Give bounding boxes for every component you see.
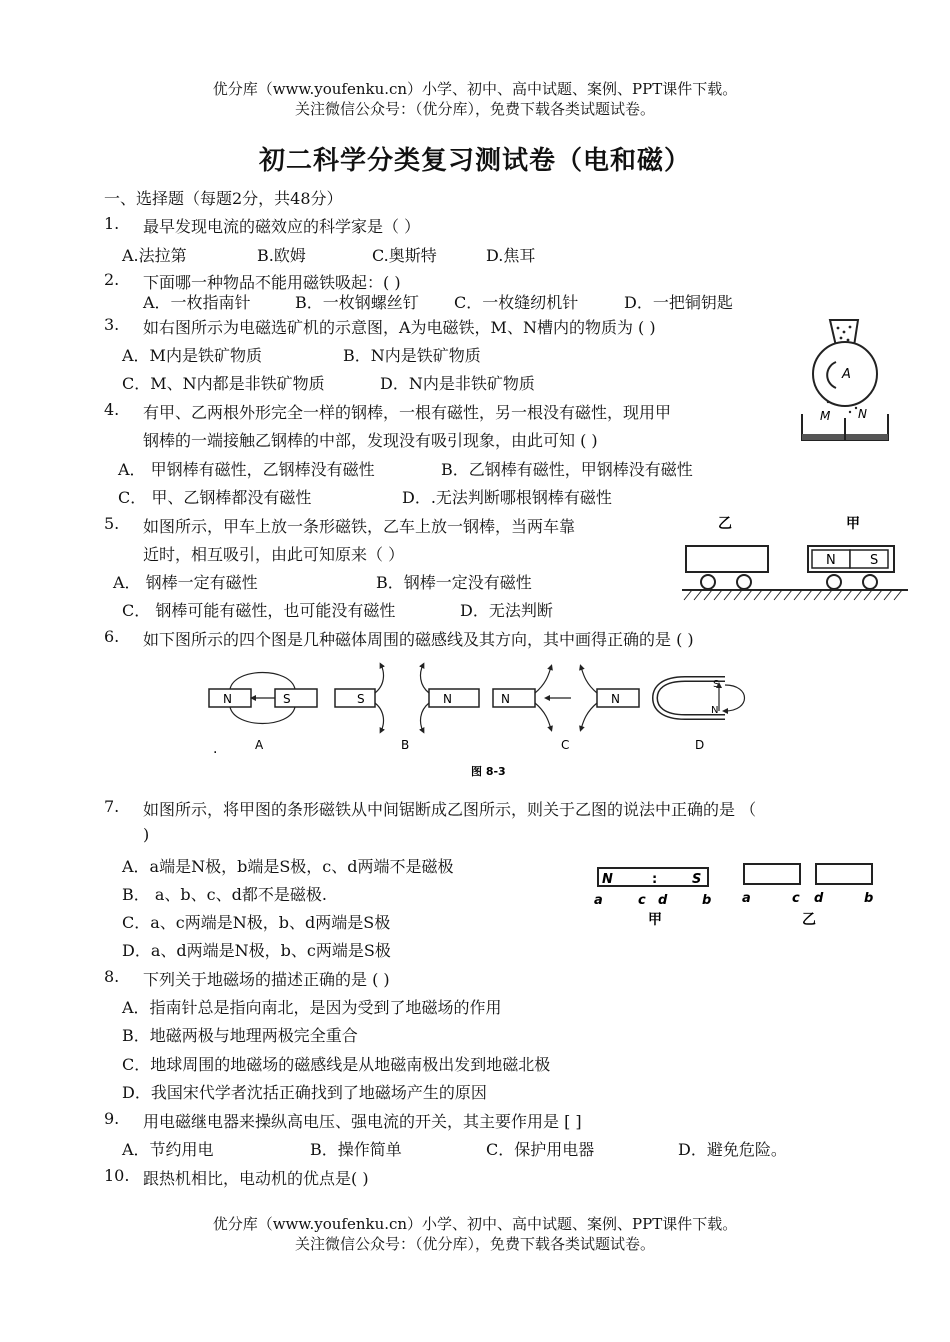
q9-option-a: A．节约用电	[122, 1140, 214, 1159]
q3-option-b: B．N内是铁矿物质	[343, 346, 481, 365]
q4-stem-line2: 钢棒的一端接触乙钢棒的中部，发现没有吸引现象，由此可知 ( )	[143, 431, 598, 450]
cart-yi-wheel-right	[737, 575, 751, 589]
q5-option-b: B．钢棒一定没有磁性	[376, 573, 532, 592]
magnet-s-half	[850, 550, 888, 568]
label-m: M	[820, 409, 831, 423]
label-s: S	[283, 692, 291, 706]
label-s: S	[870, 553, 879, 568]
q5-option-a: A． 钢棒一定有磁性	[113, 573, 258, 592]
q8-number: 8.	[104, 967, 120, 986]
label-a: A	[842, 367, 851, 382]
q8-option-a: A．指南针总是指向南北，是因为受到了地磁场的作用	[122, 998, 502, 1017]
label-n: N	[443, 692, 452, 706]
q7-option-a: A．a端是N极，b端是S极，c、d两端不是磁极	[122, 857, 454, 876]
q10-stem: 跟热机相比，电动机的优点是( )	[143, 1169, 369, 1188]
q3-option-a: A．M内是铁矿物质	[122, 346, 262, 365]
q3-option-c: C．M、N内都是非铁矿物质	[122, 374, 325, 393]
page-title: 初二科学分类复习测试卷（电和磁）	[258, 146, 691, 176]
label-b-yi: b	[864, 891, 874, 906]
q5-stem-line2: 近时，相互吸引，由此可知原来（ ）	[143, 545, 405, 564]
q1-option-a: A.法拉第	[122, 246, 187, 265]
header-line-1: 优分库（www.youfenku.cn）小学、初中、高中试题、案例、PPT课件下载。	[212, 80, 738, 98]
q3-option-d: D．N内是非铁矿物质	[380, 374, 535, 393]
footer-line-2: 关注微信公众号：（优分库），免费下载各类试题试卷。	[294, 1235, 655, 1253]
q8-option-c: C．地球周围的地磁场的磁感线是从地磁南极出发到地磁北极	[122, 1055, 551, 1074]
q2-number: 2.	[104, 270, 120, 289]
label-d-jia: d	[658, 893, 668, 908]
q7-number: 7.	[104, 797, 120, 816]
q9-option-b: B．操作简单	[310, 1140, 402, 1159]
label-n: N	[602, 872, 613, 887]
q3-number: 3.	[104, 315, 120, 334]
label-d-yi: d	[814, 891, 824, 906]
half-magnet-right	[816, 864, 872, 884]
label-s: S	[692, 872, 702, 887]
q8-option-b: B．地磁两极与地理两极完全重合	[122, 1026, 358, 1045]
q5-option-d: D．无法判断	[460, 601, 553, 620]
label-c-yi: c	[792, 891, 800, 906]
q5-number: 5.	[104, 514, 120, 533]
q9-number: 9.	[104, 1109, 120, 1128]
q8-option-d: D．我国宋代学者沈括正确找到了地磁场产生的原因	[122, 1083, 487, 1102]
q5-option-c: C． 钢棒可能有磁性，也可能没有磁性	[122, 601, 396, 620]
q9-option-d: D．避免危险。	[678, 1140, 787, 1159]
q1-option-b: B.欧姆	[257, 246, 306, 265]
cart-yi-body	[686, 546, 768, 572]
section-heading: 一、选择题（每题2分，共48分）	[104, 189, 343, 208]
carts-figure	[680, 510, 910, 610]
q7-option-b: B． a、b、c、d都不是磁极.	[122, 885, 327, 904]
q1-stem: 最早发现电流的磁效应的科学家是（ ）	[143, 217, 421, 236]
q10-number: 10.	[104, 1166, 130, 1185]
label-c: C	[561, 738, 570, 752]
q4-number: 4.	[104, 400, 120, 419]
label-n: N	[826, 553, 836, 568]
q7-option-d: D．a、d两端是N极，b、c两端是S极	[122, 941, 391, 960]
q4-option-a: A． 甲钢棒有磁性，乙钢棒没有磁性	[118, 460, 375, 479]
label-jia: 甲	[846, 516, 860, 532]
diagram-d	[655, 679, 745, 752]
q3-stem: 如右图所示为电磁选矿机的示意图，A为电磁铁，M、N槽内的物质为 ( )	[143, 318, 656, 337]
footer-line-1: 优分库（www.youfenku.cn）小学、初中、高中试题、案例、PPT课件下载。	[212, 1215, 738, 1233]
label-a: A	[255, 738, 264, 752]
q2-option-a: A．一枚指南针	[143, 293, 251, 312]
cart-yi-wheel-left	[701, 575, 715, 589]
label-n: N	[858, 407, 867, 421]
q8-stem: 下列关于地磁场的描述正确的是 ( )	[143, 970, 390, 989]
cart-jia-wheel-right	[863, 575, 877, 589]
header-line-2: 关注微信公众号：（优分库），免费下载各类试题试卷。	[294, 100, 655, 118]
label-b: B	[401, 738, 410, 752]
label-a-yi: a	[742, 891, 751, 906]
q6-number: 6.	[104, 627, 120, 646]
figure-caption: 图 8-3	[471, 765, 506, 778]
q7-stem-line1: 如图所示，将甲图的条形磁铁从中间锯断成乙图所示，则关于乙图的说法中正确的是 （	[143, 800, 757, 819]
label-s: S	[357, 692, 365, 706]
label-jia: 甲	[648, 912, 662, 928]
label-yi: 乙	[802, 912, 816, 928]
q2-option-d: D．一把铜钥匙	[624, 293, 733, 312]
q4-option-d: D．.无法判断哪根钢棒有磁性	[402, 488, 612, 507]
q6-stem: 如下图所示的四个图是几种磁体周围的磁感线及其方向，其中画得正确的是 ( )	[143, 630, 694, 649]
diagram-a	[209, 673, 317, 758]
label-n: N	[501, 692, 510, 706]
half-magnet-left	[744, 864, 800, 884]
label-b-jia: b	[702, 893, 712, 908]
q7-option-c: C．a、c两端是N极，b、d两端是S极	[122, 913, 391, 932]
q2-option-b: B．一枚钢螺丝钉	[295, 293, 419, 312]
cut-magnet-figure	[590, 860, 880, 930]
q9-stem: 用电磁继电器来操纵高电压、强电流的开关，其主要作用是 [ ]	[143, 1112, 582, 1131]
label-n: N	[611, 692, 620, 706]
label-d: D	[695, 738, 705, 752]
svg-text:.: .	[213, 741, 218, 757]
label-c-jia: c	[638, 893, 646, 908]
ore-separator-figure	[798, 318, 893, 443]
svg-text::: :	[652, 872, 658, 887]
q2-stem: 下面哪一种物品不能用磁铁吸起：( )	[143, 273, 401, 292]
q1-option-c: C.奥斯特	[372, 246, 437, 265]
q1-number: 1.	[104, 214, 120, 233]
q5-stem-line1: 如图所示，甲车上放一条形磁铁，乙车上放一钢棒，当两车靠	[143, 517, 576, 536]
q1-option-d: D.焦耳	[486, 246, 536, 265]
q4-option-b: B．乙钢棒有磁性，甲钢棒没有磁性	[441, 460, 693, 479]
ground-hatching	[684, 590, 902, 600]
diagram-c	[493, 667, 639, 752]
diagram-b	[335, 665, 479, 752]
label-a-jia: a	[594, 893, 603, 908]
label-s: S	[713, 679, 720, 690]
q2-option-c: C．一枚缝纫机针	[454, 293, 579, 312]
q7-stem-line2: )	[143, 825, 150, 844]
q4-stem-line1: 有甲、乙两根外形完全一样的钢棒，一根有磁性，另一根没有磁性，现用甲	[143, 403, 672, 422]
label-n: N	[711, 705, 719, 716]
label-n: N	[223, 692, 232, 706]
field-lines-figure	[185, 655, 775, 780]
q9-option-c: C．保护用电器	[486, 1140, 595, 1159]
q4-option-c: C． 甲、乙钢棒都没有磁性	[118, 488, 312, 507]
cart-jia-wheel-left	[827, 575, 841, 589]
label-yi: 乙	[718, 516, 732, 532]
